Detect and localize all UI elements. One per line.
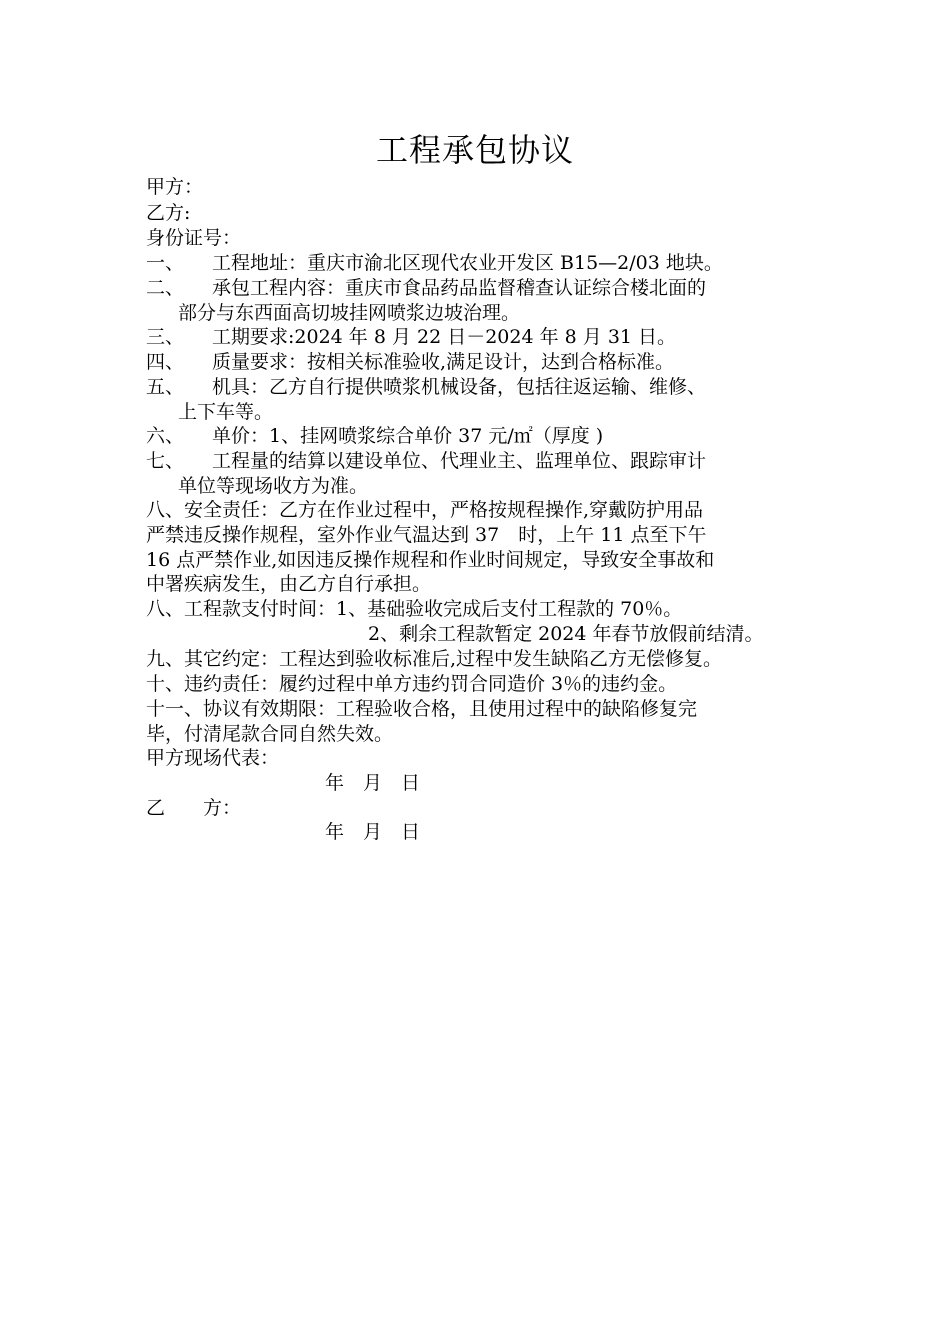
breach-liability: 十、违约责任：履约过程中单方违约罚合同造价 3％的违约金。 [146, 673, 678, 695]
safety-line: 16 点严禁作业,如因违反操作规程和作业时间规定，导致安全事故和 [146, 549, 715, 571]
validity-line: 十一、协议有效期限：工程验收合格，且使用过程中的缺陷修复完 [146, 698, 698, 720]
clause-number: 一、 [146, 252, 185, 274]
party-b-sign-label: 乙 方： [146, 797, 242, 819]
clause-number: 三、 [146, 326, 185, 348]
validity-line: 毕，付清尾款合同自然失效。 [146, 723, 394, 745]
clause-text: 工程地址：重庆市渝北区现代农业开发区 B15—2/03 地块。 [212, 252, 723, 274]
clause-4 [146, 350, 674, 374]
clause-number: 四、 [146, 351, 185, 373]
payment-line-1: 八、工程款支付时间：1、基础验收完成后支付工程款的 70％。 [146, 598, 683, 620]
document-title: 工程承包协议 [375, 131, 574, 169]
clause-number: 七、 [146, 450, 185, 472]
clause-1 [146, 251, 723, 275]
clause-7 [146, 449, 706, 473]
id-number-label: 身份证号： [146, 227, 242, 249]
clause-text: 质量要求：按相关标准验收,满足设计，达到合格标准。 [212, 351, 675, 373]
clause-3 [146, 325, 676, 349]
clause-text: 机具：乙方自行提供喷浆机械设备，包括往返运输、维修、 [212, 376, 707, 398]
safety-line: 八、安全责任：乙方在作业过程中，严格按规程操作,穿戴防护用品 [146, 499, 704, 521]
clause-number: 六、 [146, 425, 185, 447]
clause-7-continuation: 单位等现场收方为准。 [178, 475, 369, 497]
other-terms: 九、其它约定：工程达到验收标准后,过程中发生缺陷乙方无偿修复。 [146, 648, 723, 670]
clause-number: 五、 [146, 376, 185, 398]
clause-5-continuation: 上下车等。 [178, 401, 274, 423]
safety-line: 中署疾病发生，由乙方自行承担。 [146, 573, 432, 595]
party-a-representative-label: 甲方现场代表： [146, 747, 280, 769]
clause-text: 工期要求:2024 年 8 月 22 日－2024 年 8 月 31 日。 [212, 326, 677, 348]
clause-number: 二、 [146, 277, 185, 299]
clause-6 [146, 424, 603, 448]
payment-line-2: 2、剩余工程款暂定 2024 年春节放假前结清。 [368, 623, 764, 645]
clause-2-continuation: 部分与东西面高切坡挂网喷浆边坡治理。 [178, 302, 521, 324]
party-b-date: 年 月 日 [325, 821, 421, 843]
clause-text: 单价：1、挂网喷浆综合单价 37 元/㎡（厚度 ) [212, 425, 604, 447]
clause-text: 工程量的结算以建设单位、代理业主、监理单位、跟踪审计 [212, 450, 707, 472]
party-a-date: 年 月 日 [325, 772, 421, 794]
party-a-label: 甲方： [146, 176, 204, 198]
clause-2 [146, 276, 706, 300]
clause-5 [146, 375, 706, 399]
party-b-label: 乙方: [146, 202, 191, 224]
safety-line: 严禁违反操作规程，室外作业气温达到 37 时，上午 11 点至下午 [146, 524, 707, 546]
clause-text: 承包工程内容：重庆市食品药品监督稽查认证综合楼北面的 [212, 277, 707, 299]
